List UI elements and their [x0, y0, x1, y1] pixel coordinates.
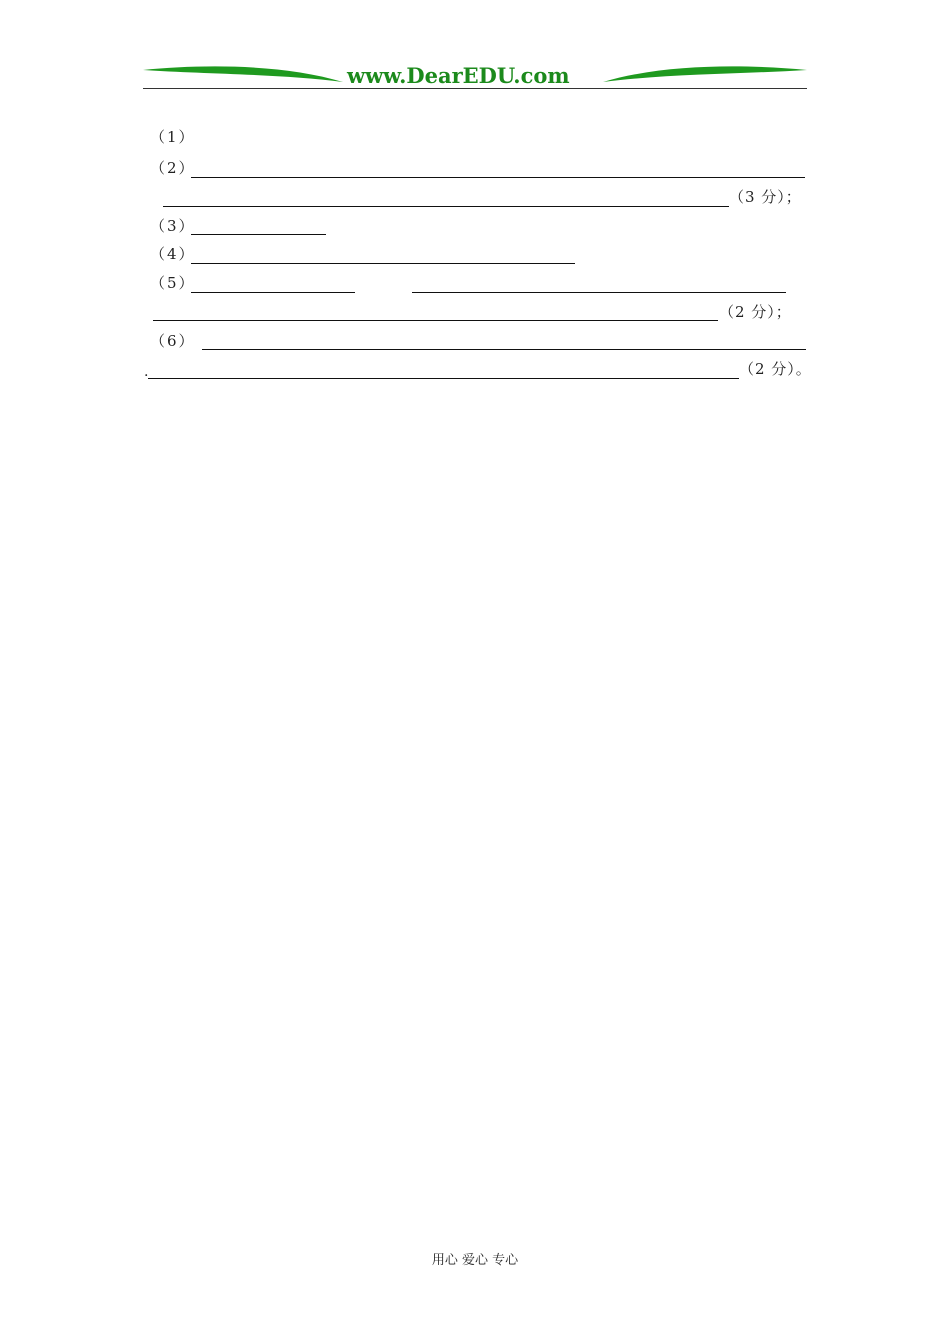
answer-blank-2a[interactable]	[191, 177, 805, 178]
question-4-label: （4）	[150, 245, 196, 263]
question-2-label: （2）	[150, 159, 196, 177]
answer-blank-6b[interactable]	[148, 378, 739, 379]
answer-blank-5a[interactable]	[191, 292, 355, 293]
answer-blank-5b[interactable]	[412, 292, 786, 293]
answer-blank-6a[interactable]	[202, 349, 806, 350]
answer-blank-2b[interactable]	[163, 206, 729, 207]
question-6-label: （6）	[150, 332, 196, 350]
answer-blank-3[interactable]	[191, 234, 326, 235]
answer-blank-5c[interactable]	[153, 320, 718, 321]
question-2-score: （3 分）；	[729, 188, 802, 206]
question-1-label: （1）	[150, 128, 196, 146]
page-footer: 用心 爱心 专心	[431, 1253, 519, 1268]
question-3-label: （3）	[150, 217, 196, 235]
answer-blank-4[interactable]	[191, 263, 575, 264]
question-6-score: （2 分）。	[739, 360, 812, 378]
site-logo: www.DearEDU.com	[347, 63, 570, 88]
question-5-score: （2 分）；	[719, 303, 792, 321]
question-5-label: （5）	[150, 274, 196, 292]
header-divider	[143, 88, 807, 89]
leading-mark: .	[144, 364, 149, 380]
